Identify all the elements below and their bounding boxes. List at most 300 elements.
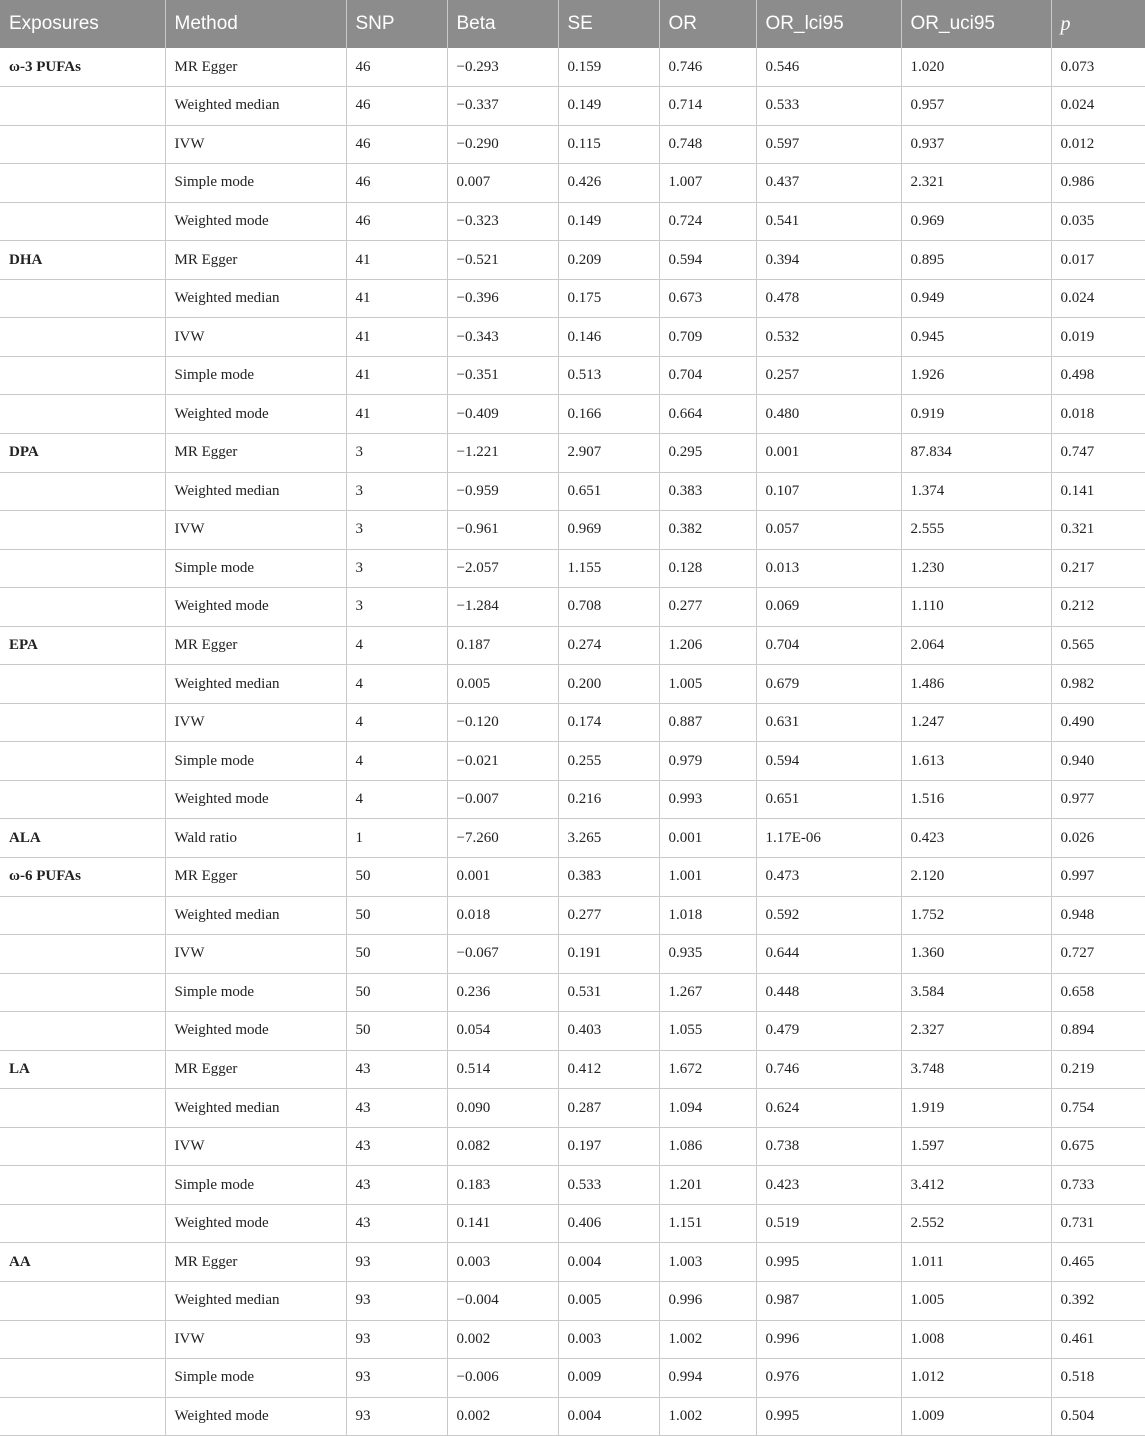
cell-p: 0.035 <box>1051 202 1145 241</box>
cell-or-lci95: 0.541 <box>756 202 901 241</box>
cell-exposure: DHA <box>0 241 165 280</box>
cell-or: 1.055 <box>659 1012 756 1051</box>
cell-method: IVW <box>165 1320 346 1359</box>
cell-or-lci95: 0.533 <box>756 87 901 126</box>
cell-se: 0.287 <box>558 1089 659 1128</box>
cell-or-lci95: 0.473 <box>756 857 901 896</box>
cell-or-lci95: 0.001 <box>756 433 901 472</box>
cell-or: 1.267 <box>659 973 756 1012</box>
cell-or-lci95: 0.746 <box>756 1050 901 1089</box>
cell-exposure <box>0 973 165 1012</box>
cell-or-lci95: 0.594 <box>756 742 901 781</box>
cell-snp: 3 <box>346 511 447 550</box>
table-row <box>0 703 1145 742</box>
cell-snp: 43 <box>346 1166 447 1205</box>
cell-snp: 41 <box>346 241 447 280</box>
cell-beta: −0.290 <box>447 125 558 164</box>
cell-or-uci95: 2.120 <box>901 857 1051 896</box>
cell-exposure: AA <box>0 1243 165 1282</box>
cell-method: MR Egger <box>165 433 346 472</box>
cell-beta: −0.959 <box>447 472 558 511</box>
cell-snp: 93 <box>346 1243 447 1282</box>
header-method: Method <box>165 0 346 48</box>
cell-method: Wald ratio <box>165 819 346 858</box>
cell-exposure <box>0 356 165 395</box>
cell-or-uci95: 0.423 <box>901 819 1051 858</box>
cell-or-lci95: 0.738 <box>756 1127 901 1166</box>
header-or: OR <box>659 0 756 48</box>
cell-or-uci95: 2.555 <box>901 511 1051 550</box>
cell-exposure <box>0 87 165 126</box>
cell-beta: −0.337 <box>447 87 558 126</box>
cell-p: 0.894 <box>1051 1012 1145 1051</box>
cell-method: IVW <box>165 318 346 357</box>
cell-or-uci95: 87.834 <box>901 433 1051 472</box>
cell-beta: −0.323 <box>447 202 558 241</box>
cell-se: 0.174 <box>558 703 659 742</box>
cell-p: 0.018 <box>1051 395 1145 434</box>
cell-method: Simple mode <box>165 356 346 395</box>
cell-exposure <box>0 472 165 511</box>
cell-se: 0.426 <box>558 164 659 203</box>
cell-p: 0.321 <box>1051 511 1145 550</box>
cell-se: 0.175 <box>558 279 659 318</box>
cell-snp: 43 <box>346 1050 447 1089</box>
cell-se: 0.004 <box>558 1397 659 1436</box>
cell-or-lci95: 0.448 <box>756 973 901 1012</box>
cell-snp: 50 <box>346 896 447 935</box>
cell-or: 0.277 <box>659 588 756 627</box>
cell-snp: 93 <box>346 1397 447 1436</box>
cell-or-uci95: 1.011 <box>901 1243 1051 1282</box>
cell-method: MR Egger <box>165 857 346 896</box>
cell-p: 0.940 <box>1051 742 1145 781</box>
cell-method: Weighted mode <box>165 780 346 819</box>
cell-se: 0.255 <box>558 742 659 781</box>
cell-or-lci95: 0.995 <box>756 1243 901 1282</box>
table-row <box>0 356 1145 395</box>
cell-p: 0.024 <box>1051 87 1145 126</box>
cell-snp: 46 <box>346 87 447 126</box>
cell-se: 0.191 <box>558 935 659 974</box>
cell-or: 0.594 <box>659 241 756 280</box>
cell-method: MR Egger <box>165 1243 346 1282</box>
table-row <box>0 1012 1145 1051</box>
cell-or-lci95: 0.987 <box>756 1282 901 1321</box>
cell-method: Simple mode <box>165 1359 346 1398</box>
cell-or: 1.002 <box>659 1397 756 1436</box>
cell-or-uci95: 0.969 <box>901 202 1051 241</box>
table-row <box>0 472 1145 511</box>
cell-p: 0.948 <box>1051 896 1145 935</box>
cell-or: 0.673 <box>659 279 756 318</box>
cell-method: Weighted mode <box>165 202 346 241</box>
cell-p: 0.019 <box>1051 318 1145 357</box>
header-or-lci95: OR_lci95 <box>756 0 901 48</box>
cell-beta: −7.260 <box>447 819 558 858</box>
cell-se: 0.531 <box>558 973 659 1012</box>
cell-or: 0.993 <box>659 780 756 819</box>
cell-snp: 50 <box>346 935 447 974</box>
cell-or-uci95: 1.247 <box>901 703 1051 742</box>
cell-or-uci95: 1.009 <box>901 1397 1051 1436</box>
cell-p: 0.212 <box>1051 588 1145 627</box>
cell-se: 0.209 <box>558 241 659 280</box>
cell-beta: 0.187 <box>447 626 558 665</box>
cell-or: 0.704 <box>659 356 756 395</box>
cell-exposure <box>0 125 165 164</box>
cell-method: IVW <box>165 935 346 974</box>
cell-or-lci95: 0.394 <box>756 241 901 280</box>
cell-exposure <box>0 1359 165 1398</box>
cell-p: 0.392 <box>1051 1282 1145 1321</box>
cell-or-uci95: 1.020 <box>901 48 1051 87</box>
cell-or-lci95: 0.519 <box>756 1204 901 1243</box>
header-se: SE <box>558 0 659 48</box>
table-header-row <box>0 0 1145 48</box>
cell-or-lci95: 0.532 <box>756 318 901 357</box>
cell-snp: 93 <box>346 1282 447 1321</box>
table-row <box>0 202 1145 241</box>
cell-se: 0.115 <box>558 125 659 164</box>
table-row <box>0 1320 1145 1359</box>
table-body <box>0 48 1145 1436</box>
cell-p: 0.498 <box>1051 356 1145 395</box>
cell-snp: 46 <box>346 202 447 241</box>
table-row <box>0 935 1145 974</box>
cell-se: 3.265 <box>558 819 659 858</box>
cell-se: 0.403 <box>558 1012 659 1051</box>
cell-or: 1.206 <box>659 626 756 665</box>
cell-snp: 41 <box>346 279 447 318</box>
cell-exposure <box>0 1204 165 1243</box>
cell-exposure: ω-3 PUFAs <box>0 48 165 87</box>
cell-p: 0.073 <box>1051 48 1145 87</box>
table-row <box>0 1359 1145 1398</box>
table-row <box>0 549 1145 588</box>
cell-method: Weighted median <box>165 279 346 318</box>
cell-or-lci95: 0.597 <box>756 125 901 164</box>
cell-beta: 0.514 <box>447 1050 558 1089</box>
cell-exposure <box>0 318 165 357</box>
cell-method: MR Egger <box>165 626 346 665</box>
cell-p: 0.217 <box>1051 549 1145 588</box>
cell-se: 0.003 <box>558 1320 659 1359</box>
cell-snp: 3 <box>346 588 447 627</box>
cell-beta: −0.409 <box>447 395 558 434</box>
table-row <box>0 896 1145 935</box>
table-row <box>0 1089 1145 1128</box>
cell-beta: −1.284 <box>447 588 558 627</box>
cell-beta: −0.343 <box>447 318 558 357</box>
cell-se: 0.146 <box>558 318 659 357</box>
cell-exposure <box>0 703 165 742</box>
cell-p: 0.982 <box>1051 665 1145 704</box>
header-beta: Beta <box>447 0 558 48</box>
cell-snp: 46 <box>346 164 447 203</box>
cell-p: 0.754 <box>1051 1089 1145 1128</box>
cell-p: 0.733 <box>1051 1166 1145 1205</box>
cell-beta: 0.018 <box>447 896 558 935</box>
cell-exposure: ALA <box>0 819 165 858</box>
cell-or-uci95: 1.613 <box>901 742 1051 781</box>
cell-beta: −0.120 <box>447 703 558 742</box>
cell-or-uci95: 0.895 <box>901 241 1051 280</box>
cell-p: 0.219 <box>1051 1050 1145 1089</box>
cell-exposure <box>0 742 165 781</box>
cell-or-lci95: 0.107 <box>756 472 901 511</box>
cell-method: MR Egger <box>165 48 346 87</box>
cell-or: 0.979 <box>659 742 756 781</box>
cell-or-lci95: 0.995 <box>756 1397 901 1436</box>
header-p: p <box>1060 12 1071 35</box>
cell-snp: 3 <box>346 472 447 511</box>
cell-p: 0.747 <box>1051 433 1145 472</box>
cell-se: 0.513 <box>558 356 659 395</box>
cell-or: 0.724 <box>659 202 756 241</box>
cell-or-uci95: 1.360 <box>901 935 1051 974</box>
cell-or: 1.002 <box>659 1320 756 1359</box>
cell-snp: 93 <box>346 1359 447 1398</box>
cell-or-lci95: 0.480 <box>756 395 901 434</box>
cell-se: 0.159 <box>558 48 659 87</box>
cell-method: IVW <box>165 703 346 742</box>
cell-or-uci95: 2.321 <box>901 164 1051 203</box>
cell-beta: −0.961 <box>447 511 558 550</box>
cell-p: 0.658 <box>1051 973 1145 1012</box>
cell-or-lci95: 0.644 <box>756 935 901 974</box>
cell-or-lci95: 0.479 <box>756 1012 901 1051</box>
cell-se: 0.969 <box>558 511 659 550</box>
table-row <box>0 742 1145 781</box>
cell-method: Weighted median <box>165 665 346 704</box>
cell-or-uci95: 1.110 <box>901 588 1051 627</box>
cell-se: 1.155 <box>558 549 659 588</box>
cell-beta: −0.007 <box>447 780 558 819</box>
cell-snp: 4 <box>346 703 447 742</box>
cell-method: Weighted mode <box>165 1397 346 1436</box>
cell-beta: 0.002 <box>447 1320 558 1359</box>
cell-se: 0.166 <box>558 395 659 434</box>
cell-p: 0.731 <box>1051 1204 1145 1243</box>
cell-exposure <box>0 395 165 434</box>
cell-exposure <box>0 1320 165 1359</box>
cell-snp: 50 <box>346 857 447 896</box>
table-row <box>0 87 1145 126</box>
cell-or-uci95: 1.926 <box>901 356 1051 395</box>
cell-method: MR Egger <box>165 241 346 280</box>
cell-p: 0.986 <box>1051 164 1145 203</box>
cell-or-lci95: 0.704 <box>756 626 901 665</box>
cell-or-lci95: 0.651 <box>756 780 901 819</box>
cell-or: 0.382 <box>659 511 756 550</box>
cell-exposure <box>0 780 165 819</box>
cell-beta: 0.005 <box>447 665 558 704</box>
table-row <box>0 164 1145 203</box>
cell-method: Weighted median <box>165 472 346 511</box>
cell-beta: 0.002 <box>447 1397 558 1436</box>
cell-beta: −0.351 <box>447 356 558 395</box>
cell-se: 0.197 <box>558 1127 659 1166</box>
cell-exposure <box>0 588 165 627</box>
table-row <box>0 1166 1145 1205</box>
cell-exposure <box>0 511 165 550</box>
cell-beta: −0.396 <box>447 279 558 318</box>
cell-or: 1.005 <box>659 665 756 704</box>
cell-or: 0.128 <box>659 549 756 588</box>
cell-method: Simple mode <box>165 973 346 1012</box>
cell-exposure: LA <box>0 1050 165 1089</box>
cell-exposure <box>0 549 165 588</box>
cell-or: 0.935 <box>659 935 756 974</box>
cell-se: 0.651 <box>558 472 659 511</box>
cell-beta: 0.001 <box>447 857 558 896</box>
cell-beta: 0.082 <box>447 1127 558 1166</box>
cell-or: 0.714 <box>659 87 756 126</box>
cell-or-lci95: 0.069 <box>756 588 901 627</box>
cell-method: Weighted median <box>165 896 346 935</box>
cell-exposure <box>0 202 165 241</box>
cell-or-lci95: 0.624 <box>756 1089 901 1128</box>
table-row <box>0 626 1145 665</box>
cell-or-uci95: 3.412 <box>901 1166 1051 1205</box>
cell-method: Weighted median <box>165 1282 346 1321</box>
cell-or-uci95: 0.919 <box>901 395 1051 434</box>
cell-snp: 4 <box>346 626 447 665</box>
cell-p: 0.017 <box>1051 241 1145 280</box>
cell-or-lci95: 0.478 <box>756 279 901 318</box>
cell-p: 0.461 <box>1051 1320 1145 1359</box>
cell-exposure <box>0 1127 165 1166</box>
cell-exposure <box>0 1089 165 1128</box>
cell-beta: 0.090 <box>447 1089 558 1128</box>
cell-exposure <box>0 1166 165 1205</box>
cell-se: 0.533 <box>558 1166 659 1205</box>
cell-or: 1.094 <box>659 1089 756 1128</box>
cell-method: Weighted mode <box>165 588 346 627</box>
cell-p: 0.565 <box>1051 626 1145 665</box>
cell-method: Weighted mode <box>165 1012 346 1051</box>
cell-beta: −0.006 <box>447 1359 558 1398</box>
cell-beta: −0.004 <box>447 1282 558 1321</box>
header-exposures: Exposures <box>0 0 165 48</box>
cell-or-uci95: 1.919 <box>901 1089 1051 1128</box>
cell-exposure <box>0 665 165 704</box>
cell-or-lci95: 0.976 <box>756 1359 901 1398</box>
cell-snp: 43 <box>346 1127 447 1166</box>
cell-or: 1.151 <box>659 1204 756 1243</box>
table-row <box>0 780 1145 819</box>
cell-method: Weighted median <box>165 87 346 126</box>
cell-or: 0.887 <box>659 703 756 742</box>
cell-p: 0.141 <box>1051 472 1145 511</box>
cell-or-lci95: 0.546 <box>756 48 901 87</box>
table-row <box>0 241 1145 280</box>
cell-or-lci95: 1.17E-06 <box>756 819 901 858</box>
cell-snp: 4 <box>346 780 447 819</box>
cell-se: 0.406 <box>558 1204 659 1243</box>
cell-or: 0.996 <box>659 1282 756 1321</box>
cell-method: Simple mode <box>165 549 346 588</box>
cell-snp: 43 <box>346 1089 447 1128</box>
cell-beta: −0.293 <box>447 48 558 87</box>
cell-exposure <box>0 1012 165 1051</box>
cell-snp: 4 <box>346 665 447 704</box>
cell-or: 0.664 <box>659 395 756 434</box>
cell-p: 0.012 <box>1051 125 1145 164</box>
cell-or-lci95: 0.631 <box>756 703 901 742</box>
cell-snp: 3 <box>346 549 447 588</box>
cell-or-uci95: 1.752 <box>901 896 1051 935</box>
cell-exposure <box>0 164 165 203</box>
cell-or-uci95: 1.012 <box>901 1359 1051 1398</box>
cell-or: 1.007 <box>659 164 756 203</box>
cell-se: 0.412 <box>558 1050 659 1089</box>
table-row <box>0 1282 1145 1321</box>
table-row <box>0 279 1145 318</box>
table-row <box>0 433 1145 472</box>
cell-p: 0.977 <box>1051 780 1145 819</box>
cell-se: 0.274 <box>558 626 659 665</box>
cell-snp: 50 <box>346 1012 447 1051</box>
cell-beta: −0.521 <box>447 241 558 280</box>
cell-beta: 0.183 <box>447 1166 558 1205</box>
cell-or-uci95: 1.374 <box>901 472 1051 511</box>
table-row <box>0 665 1145 704</box>
header-or-uci95: OR_uci95 <box>901 0 1051 48</box>
table-row <box>0 48 1145 87</box>
cell-beta: 0.054 <box>447 1012 558 1051</box>
table-row <box>0 857 1145 896</box>
cell-or-uci95: 2.064 <box>901 626 1051 665</box>
cell-or: 0.709 <box>659 318 756 357</box>
cell-or-lci95: 0.423 <box>756 1166 901 1205</box>
cell-or-uci95: 1.597 <box>901 1127 1051 1166</box>
table-row <box>0 125 1145 164</box>
cell-beta: −1.221 <box>447 433 558 472</box>
cell-se: 2.907 <box>558 433 659 472</box>
cell-or: 1.201 <box>659 1166 756 1205</box>
table-row <box>0 395 1145 434</box>
cell-se: 0.149 <box>558 202 659 241</box>
cell-or-uci95: 1.230 <box>901 549 1051 588</box>
cell-se: 0.149 <box>558 87 659 126</box>
cell-se: 0.708 <box>558 588 659 627</box>
cell-method: IVW <box>165 1127 346 1166</box>
cell-snp: 93 <box>346 1320 447 1359</box>
cell-beta: 0.141 <box>447 1204 558 1243</box>
cell-p: 0.727 <box>1051 935 1145 974</box>
cell-p: 0.675 <box>1051 1127 1145 1166</box>
cell-or-uci95: 1.486 <box>901 665 1051 704</box>
cell-se: 0.277 <box>558 896 659 935</box>
table-row <box>0 819 1145 858</box>
table-row <box>0 1397 1145 1436</box>
cell-or-uci95: 0.957 <box>901 87 1051 126</box>
cell-method: Simple mode <box>165 742 346 781</box>
cell-p: 0.465 <box>1051 1243 1145 1282</box>
cell-snp: 1 <box>346 819 447 858</box>
cell-se: 0.200 <box>558 665 659 704</box>
table-row <box>0 1243 1145 1282</box>
cell-se: 0.216 <box>558 780 659 819</box>
cell-snp: 41 <box>346 356 447 395</box>
cell-exposure <box>0 1397 165 1436</box>
cell-se: 0.383 <box>558 857 659 896</box>
cell-p: 0.490 <box>1051 703 1145 742</box>
cell-or: 0.001 <box>659 819 756 858</box>
cell-or: 0.994 <box>659 1359 756 1398</box>
